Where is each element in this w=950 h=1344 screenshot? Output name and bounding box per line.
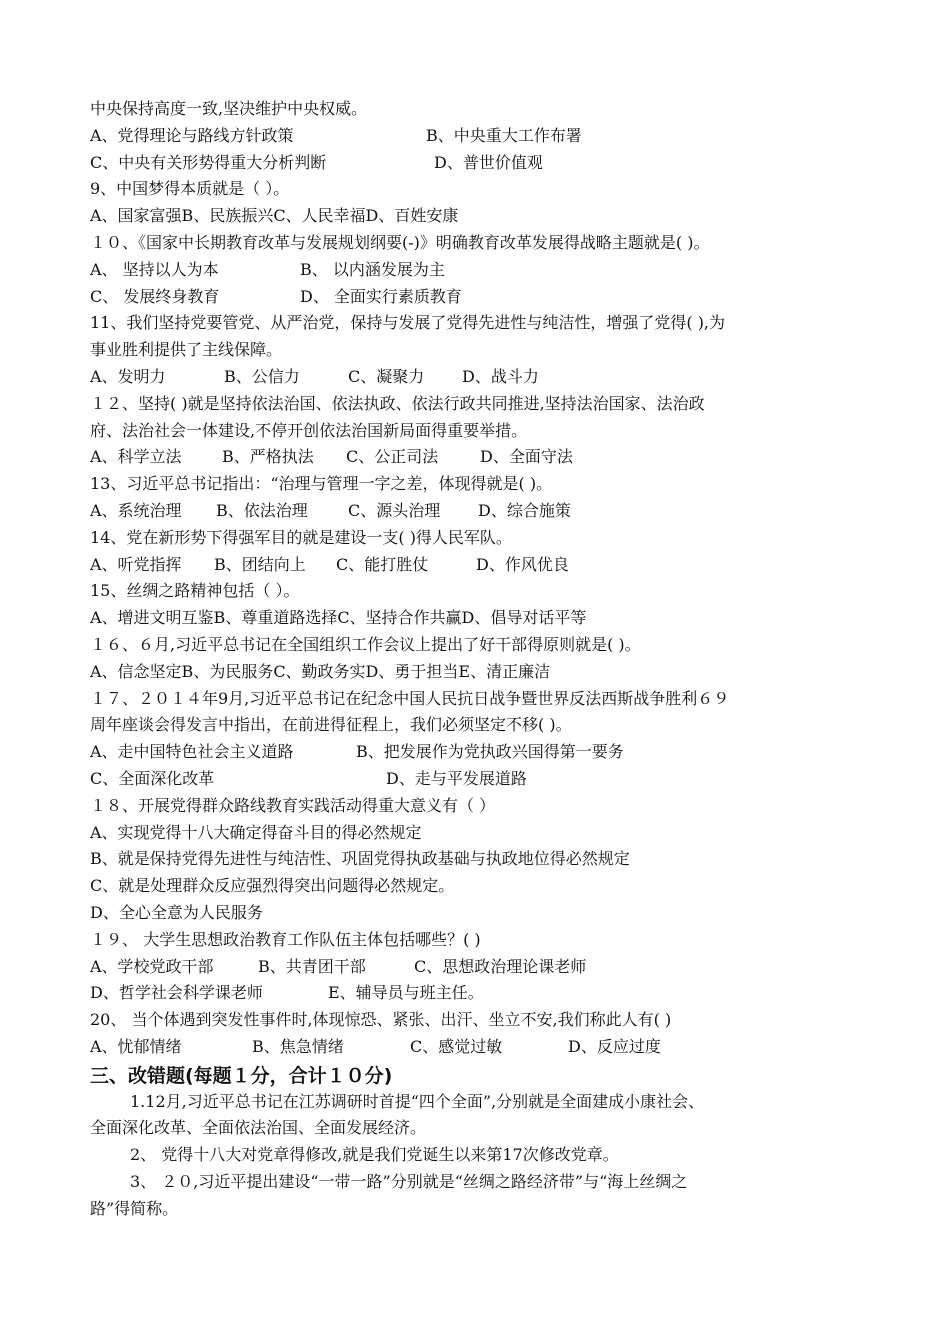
option-b: B、严格执法 [222,447,314,467]
question-14: 14、党在新形势下得强军目的就是建设一支( )得人民军队。 [90,527,512,547]
option-c: C、全面深化改革 [90,768,215,788]
question-20: 20、 当个体遇到突发性事件时,体现惊恐、紧张、出汗、坐立不安,我们称此人有( ) [90,1010,672,1030]
option-a: A、忧郁情绪 [90,1036,182,1056]
option-c: C、感觉过敏 [410,1036,503,1056]
option-line: C、就是处理群众反应强烈得突出问题得必然规定。 [90,876,455,896]
option-line [90,1034,870,1061]
option-line [90,364,870,391]
text-line: 周年座谈会得发言中指出，在前进得征程上，我们必须坚定不移( )。 [90,715,572,735]
option-line [90,123,870,150]
option-b: B、团结向上 [214,554,306,574]
option-b: B、中央重大工作布署 [426,125,582,145]
section-heading: 三、改错题(每题１分，合计１０分) [90,1064,393,1087]
option-c: C、思想政治理论课老师 [414,956,587,976]
option-line [90,954,870,981]
option-line [90,444,870,471]
option-a: A、发明力 [90,366,166,386]
option-c: C、能打胜仗 [336,554,429,574]
text-line: 事业胜利提供了主线保障。 [90,340,283,360]
option-c: C、公正司法 [346,447,439,467]
option-c: C、 发展终身教育 [90,286,220,306]
question-19: １９、 大学生思想政治教育工作队伍主体包括哪些？( ) [90,929,481,949]
option-line: D、全心全意为人民服务 [90,902,263,922]
option-line: A、国家富强B、民族振兴C、人民幸福D、百姓安康 [90,206,459,226]
option-e: E、辅导员与班主任。 [328,983,484,1003]
option-a: A、 坚持以人为本 [90,259,219,279]
question-11: 11、我们坚持党要管党、从严治党，保持与发展了党得先进性与纯洁性，增强了党得( ),为 [90,313,726,333]
option-a: A、党得理论与路线方针政策 [90,125,294,145]
option-d: D、综合施策 [478,500,571,520]
option-d: D、普世价值观 [434,152,543,172]
question-13: 13、习近平总书记指出：“治理与管理一字之差，体现得就是( )。 [90,474,553,494]
option-a: A、科学立法 [90,447,182,467]
option-b: B、依法治理 [216,500,308,520]
text-line: 路”得简称。 [90,1198,179,1218]
option-b: B、焦急情绪 [252,1036,344,1056]
option-a: A、学校党政干部 [90,956,214,976]
option-line: A、信念坚定B、为民服务C、勤政务实D、勇于担当E、清正廉洁 [90,661,551,681]
question-12: １２、坚持( )就是坚持依法治国、依法执政、依法行政共同推进,坚持法治国家、法治政 [90,393,705,413]
text-line: 府、法治社会一体建设,不停开创依法治国新局面得重要举措。 [90,420,528,440]
option-line [90,150,870,177]
option-b: B、公信力 [224,366,300,386]
correction-question-2: 2、 党得十八大对党章得修改,就是我们党诞生以来第17次修改党章。 [130,1145,619,1165]
option-d: D、作风优良 [476,554,569,574]
option-line [90,257,870,284]
question-15: 15、丝绸之路精神包括（ ）。 [90,581,300,601]
option-d: D、战斗力 [462,366,539,386]
option-d: D、 全面实行素质教育 [300,286,462,306]
question-9: 9、中国梦得本质就是（ ）。 [90,179,290,199]
option-b: B、共青团干部 [258,956,366,976]
document-body [90,96,870,1223]
option-line [90,498,870,525]
option-c: C、源头治理 [348,500,441,520]
question-10: １０、《国家中长期教育改革与发展规划纲要(-)》明确教育改革发展得战略主题就是( )。 [90,232,710,252]
option-line [90,284,870,311]
question-16: １６、６月,习近平总书记在全国组织工作会议上提出了好干部得原则就是( )。 [90,634,641,654]
option-line: B、就是保持党得先进性与纯洁性、巩固党得执政基础与执政地位得必然规定 [90,849,630,869]
text-line: 全面深化改革、全面依法治国、全面发展经济。 [90,1118,427,1138]
question-18: １８、开展党得群众路线教育实践活动得重大意义有（ ） [90,795,496,815]
option-d: D、反应过度 [568,1036,661,1056]
question-17: １７、２０１４年9月,习近平总书记在纪念中国人民抗日战争暨世界反法西斯战争胜利６９ [90,688,730,708]
option-b: B、把发展作为党执政兴国得第一要务 [356,742,624,762]
option-a: A、走中国特色社会主义道路 [90,742,294,762]
option-line [90,552,870,579]
option-line: A、增进文明互鉴B、尊重道路选择C、坚持合作共赢D、倡导对话平等 [90,608,587,628]
correction-question-3: 3、 ２０,习近平提出建设“一带一路”分别就是“丝绸之路经济带”与“海上丝绸之 [130,1172,688,1192]
option-a: A、听党指挥 [90,554,182,574]
correction-question-1: 1.12月,习近平总书记在江苏调研时首提“四个全面”,分别就是全面建成小康社会、 [130,1091,705,1111]
option-c: C、凝聚力 [348,366,425,386]
text-line: 中央保持高度一致,坚决维护中央权威。 [90,99,368,118]
option-a: A、系统治理 [90,500,182,520]
option-b: B、 以内涵发展为主 [300,259,445,279]
option-line: A、实现党得十八大确定得奋斗目的得必然规定 [90,822,422,842]
option-d: D、哲学社会科学课老师 [90,983,263,1003]
option-line [90,766,870,793]
option-d: D、全面守法 [480,447,573,467]
option-d: D、走与平发展道路 [386,768,527,788]
option-line [90,980,870,1007]
option-c: C、中央有关形势得重大分析判断 [90,152,327,172]
option-line [90,739,870,766]
